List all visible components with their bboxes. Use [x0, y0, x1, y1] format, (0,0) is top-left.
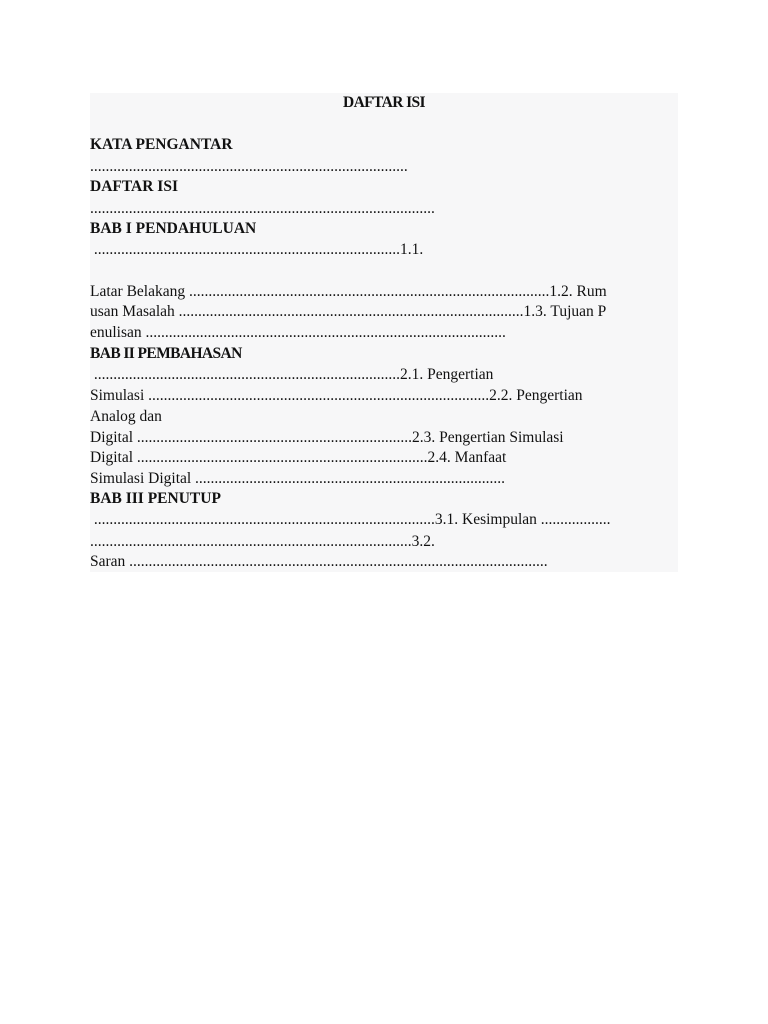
toc-entry-line: Saran ............................................................................................................ — [90, 553, 548, 570]
toc-heading-daftar-isi: DAFTAR ISI — [90, 178, 178, 195]
toc-entry-line: Simulasi ........................................................................................2.2. Pengertian — [90, 387, 583, 404]
toc-entry-line: Latar Belakang .............................................................................................1.2. Rum — [90, 283, 607, 300]
document-title: DAFTAR ISI — [343, 94, 425, 111]
toc-heading-kata-pengantar: KATA PENGANTAR — [90, 136, 233, 153]
toc-entry-line: ...................................................................................3.2. — [90, 533, 435, 550]
toc-leader-line: ......................................................................................... — [90, 200, 435, 217]
toc-entry-line: ........................................................................................3.1. Kesimpulan .................. — [90, 511, 611, 528]
toc-entry-line: Digital ...........................................................................2.4. Manfaat — [90, 449, 507, 466]
toc-entry-line: Simulasi Digital ................................................................................ — [90, 470, 506, 487]
table-of-contents — [90, 93, 678, 572]
toc-leader-line: .................................................................................. — [90, 158, 408, 175]
toc-entry-line: ...............................................................................1.1. — [90, 241, 424, 258]
toc-entry-line: Analog dan — [90, 408, 162, 425]
toc-heading-bab-3: BAB III PENUTUP — [90, 490, 221, 507]
toc-heading-bab-2: BAB II PEMBAHASAN — [90, 345, 242, 362]
toc-entry-line: ...............................................................................2.1. Pengertian — [90, 366, 494, 383]
toc-heading-bab-1: BAB I PENDAHULUAN — [90, 220, 257, 237]
toc-entry-line: usan Masalah .........................................................................................1.3. Tujuan P — [90, 303, 607, 320]
toc-entry-line: Digital .......................................................................2.3. Pengertian Simulasi — [90, 429, 564, 446]
toc-entry-line: enulisan ............................................................................................. — [90, 324, 506, 341]
